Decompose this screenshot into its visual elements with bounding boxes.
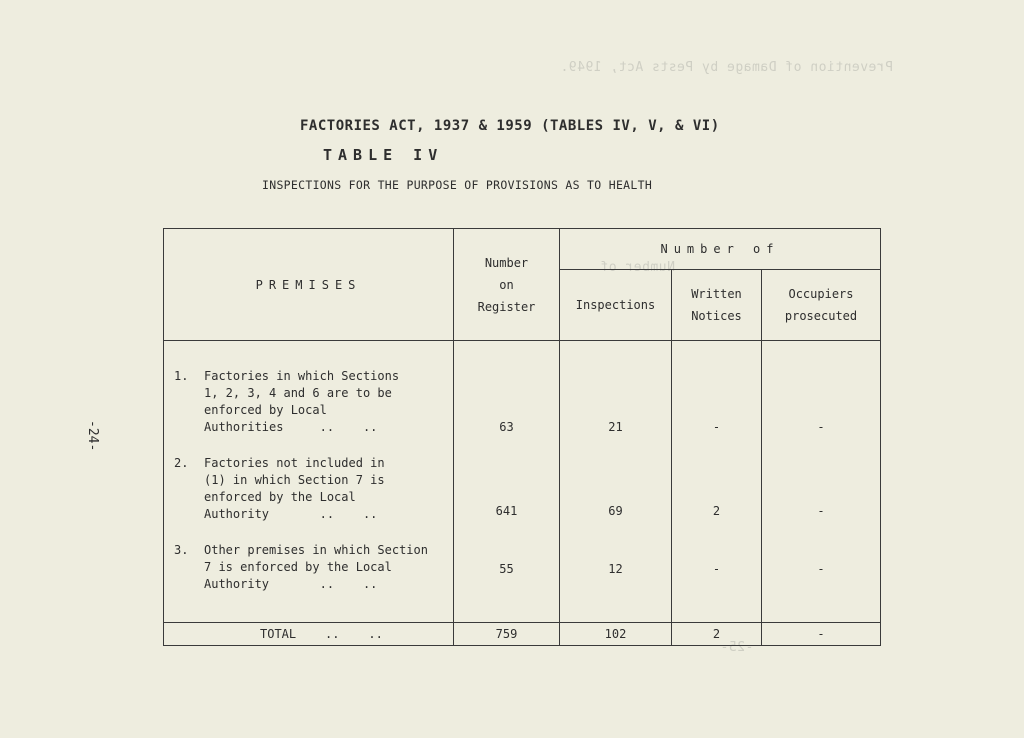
inspections-column: 21 69 12 — [560, 341, 672, 623]
table-number: TABLE IV — [323, 146, 444, 164]
page-title: FACTORIES ACT, 1937 & 1959 (TABLES IV, V, & VI) — [300, 118, 720, 134]
total-register: 759 — [454, 623, 560, 646]
total-label: TOTAL .. .. — [164, 623, 454, 646]
prosecuted-column: - - - — [762, 341, 881, 623]
notices-column: - 2 - — [672, 341, 762, 623]
premises-item: 3. Other premises in which Section 7 is enforced by the Local Authority .. .. — [174, 543, 428, 591]
notices-header: Written Notices — [672, 270, 762, 341]
register-header: Number on Register — [454, 229, 560, 341]
premises-item: 1. Factories in which Sections 1, 2, 3, 4 and 6 are to be enforced by Local Authorities .. .. — [174, 369, 400, 434]
table-heading: INSPECTIONS FOR THE PURPOSE OF PROVISIONS AS TO HEALTH — [262, 178, 653, 192]
bleed-through-text: Prevention of Damage by Pests Act, 1949. — [560, 60, 894, 75]
prosecuted-header: Occupiers prosecuted — [762, 270, 881, 341]
premises-header: PREMISES — [164, 229, 454, 341]
premises-item: 2. Factories not included in (1) in which Section 7 is enforced by the Local Authority .. .. — [174, 456, 385, 521]
total-row — [164, 623, 881, 646]
bleed-through-text: Number of — [600, 260, 675, 275]
inspections-table — [163, 228, 881, 646]
register-column: 63 641 55 — [454, 341, 560, 623]
bleed-through-text: -25- — [720, 640, 754, 655]
inspections-header: Inspections — [560, 270, 672, 341]
total-inspections: 102 — [560, 623, 672, 646]
page-number: -24- — [85, 420, 100, 452]
total-notices: 2 — [672, 623, 762, 646]
table-body-row — [164, 341, 881, 623]
premises-column — [164, 341, 454, 623]
number-of-header: Number of — [560, 229, 881, 270]
total-prosecuted: - — [762, 623, 881, 646]
